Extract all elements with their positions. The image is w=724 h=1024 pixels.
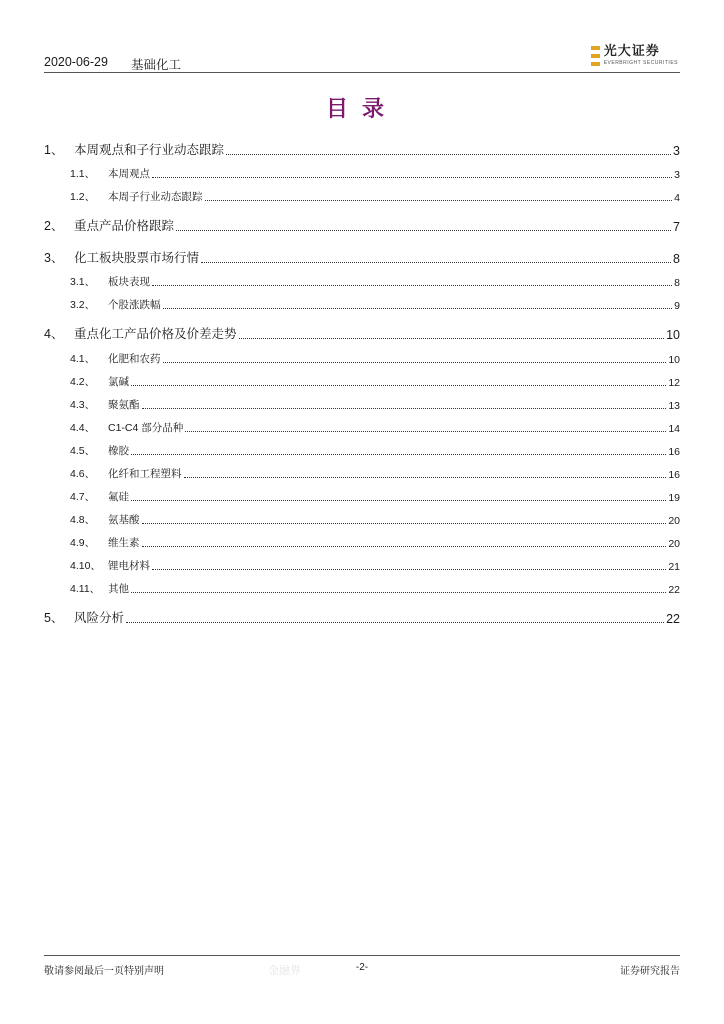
toc-entry[interactable] — [44, 346, 680, 366]
toc-entry[interactable] — [44, 246, 680, 266]
toc-entry-page: 21 — [668, 561, 680, 573]
toc-entry-number: 2、 — [44, 219, 64, 233]
toc-entry[interactable] — [44, 530, 680, 550]
toc-entry-page: 3 — [673, 144, 680, 158]
toc-entry-page: 10 — [668, 354, 680, 366]
toc-entry[interactable] — [44, 161, 680, 181]
page-footer — [44, 955, 680, 977]
toc-entry-label: 氨基酸 — [108, 514, 140, 526]
toc-entry-number: 4.7、 — [70, 491, 96, 503]
toc-leader-dots — [184, 476, 667, 478]
toc-leader-dots — [152, 284, 672, 286]
toc-entry-label: 风险分析 — [74, 611, 125, 625]
toc-entry-number: 4.2、 — [70, 376, 96, 388]
toc-entry-page: 13 — [668, 400, 680, 412]
toc-entry[interactable] — [44, 369, 680, 389]
toc-entry-number: 4.1、 — [70, 353, 96, 365]
page-header — [44, 40, 680, 73]
toc-entry[interactable] — [44, 461, 680, 481]
toc-entry[interactable] — [44, 415, 680, 435]
toc-entry-label: 橡胶 — [108, 445, 129, 457]
toc-entry-label: 重点化工产品价格及价差走势 — [74, 327, 237, 341]
toc-entry-number: 3.1、 — [70, 276, 96, 288]
toc-entry-label: 重点产品价格跟踪 — [74, 219, 175, 233]
toc-entry-label: 化纤和工程塑料 — [108, 468, 182, 480]
toc-entry-page: 16 — [668, 446, 680, 458]
toc-entry-number: 4.6、 — [70, 468, 96, 480]
toc-entry-label: 板块表现 — [108, 276, 150, 288]
toc-entry-page: 4 — [674, 192, 680, 204]
toc-entry-label: 维生素 — [108, 537, 140, 549]
toc-leader-dots — [126, 621, 664, 623]
toc-entry-page: 7 — [673, 220, 680, 234]
toc-leader-dots — [205, 199, 673, 201]
toc-leader-dots — [131, 591, 666, 593]
toc-entry-number: 4.11、 — [70, 583, 101, 595]
toc-entry-number: 3.2、 — [70, 299, 96, 311]
toc-leader-dots — [163, 361, 667, 363]
toc-entry-page: 3 — [674, 169, 680, 181]
toc-leader-dots — [152, 176, 672, 178]
company-logo — [591, 44, 678, 70]
toc-entry-page: 20 — [668, 515, 680, 527]
toc-entry[interactable] — [44, 138, 680, 158]
toc-entry[interactable] — [44, 606, 680, 626]
toc-entry-label: 氯碱 — [108, 376, 129, 388]
toc-entry[interactable] — [44, 322, 680, 342]
toc-entry-number: 5、 — [44, 611, 64, 625]
toc-entry-number: 1、 — [44, 143, 64, 157]
logo-name: 光大证券 — [603, 44, 660, 59]
toc-entry-page: 20 — [668, 538, 680, 550]
toc-entry-number: 4.5、 — [70, 445, 96, 457]
toc-entry-label: 本周观点 — [108, 168, 150, 180]
toc-entry-page: 16 — [668, 469, 680, 481]
toc-entry-page: 10 — [666, 328, 680, 342]
toc-entry-page: 14 — [668, 423, 680, 435]
toc-entry-number: 4.8、 — [70, 514, 96, 526]
toc-entry[interactable] — [44, 484, 680, 504]
toc-entry-number: 4.10、 — [70, 560, 101, 572]
toc-leader-dots — [226, 153, 671, 155]
toc-entry-number: 3、 — [44, 251, 64, 265]
toc-leader-dots — [142, 545, 667, 547]
toc-entry-label: 氟硅 — [108, 491, 129, 503]
toc-entry-page: 19 — [668, 492, 680, 504]
toc-entry-label: 化肥和农药 — [108, 353, 161, 365]
toc-entry-number: 4、 — [44, 327, 64, 341]
report-type: 证券研究报告 — [620, 966, 680, 977]
toc-entry-number: 4.3、 — [70, 399, 96, 411]
logo-icon — [591, 46, 600, 66]
toc-entry[interactable] — [44, 214, 680, 234]
toc-leader-dots — [201, 261, 671, 263]
toc-leader-dots — [185, 430, 666, 432]
report-date: 2020-06-29 — [44, 55, 108, 69]
toc-leader-dots — [142, 407, 667, 409]
toc-title: 目录 — [325, 97, 398, 122]
watermark: 金融界 — [268, 965, 301, 977]
toc-entry-label: 本周子行业动态跟踪 — [108, 191, 203, 203]
toc-entry-label: 锂电材料 — [108, 560, 150, 572]
logo-name-en: EVERBRIGHT SECURITIES — [603, 60, 678, 66]
toc-entry-page: 12 — [668, 377, 680, 389]
toc-leader-dots — [131, 499, 666, 501]
report-sector: 基础化工 — [131, 58, 182, 72]
toc-entry-number: 4.4、 — [70, 422, 96, 434]
toc-entry[interactable] — [44, 553, 680, 573]
toc-entry-label: 化工板块股票市场行情 — [74, 251, 200, 265]
toc-leader-dots — [176, 229, 671, 231]
toc-entry-page: 22 — [668, 584, 680, 596]
toc-entry-number: 1.2、 — [70, 191, 96, 203]
toc-leader-dots — [131, 453, 666, 455]
toc-entry-label: 个股涨跌幅 — [108, 299, 161, 311]
toc-entry-label: 聚氨酯 — [108, 399, 140, 411]
toc-entry[interactable] — [44, 392, 680, 412]
toc-entry-page: 9 — [674, 300, 680, 312]
disclaimer-note: 敬请参阅最后一页特别声明 — [44, 966, 164, 977]
toc-entry[interactable] — [44, 438, 680, 458]
page-number: -2- — [355, 962, 369, 973]
toc-entry-page: 8 — [673, 252, 680, 266]
toc-entry-label: C1-C4 部分品种 — [108, 422, 184, 434]
toc-entry[interactable] — [44, 576, 680, 596]
toc-entry[interactable] — [44, 269, 680, 289]
toc-leader-dots — [152, 568, 666, 570]
toc-leader-dots — [142, 522, 667, 524]
toc-entry-number: 1.1、 — [70, 168, 96, 180]
toc-leader-dots — [131, 384, 666, 386]
toc-leader-dots — [163, 307, 673, 309]
toc-entry[interactable] — [44, 184, 680, 204]
toc-entry-label: 其他 — [108, 583, 129, 595]
toc-entry-number: 4.9、 — [70, 537, 96, 549]
toc-entry-label: 本周观点和子行业动态跟踪 — [74, 143, 225, 157]
toc-entry-page: 22 — [666, 612, 680, 626]
toc-entry[interactable] — [44, 507, 680, 527]
toc-entry[interactable] — [44, 292, 680, 312]
toc-leader-dots — [239, 337, 665, 339]
toc-entry-page: 8 — [674, 277, 680, 289]
